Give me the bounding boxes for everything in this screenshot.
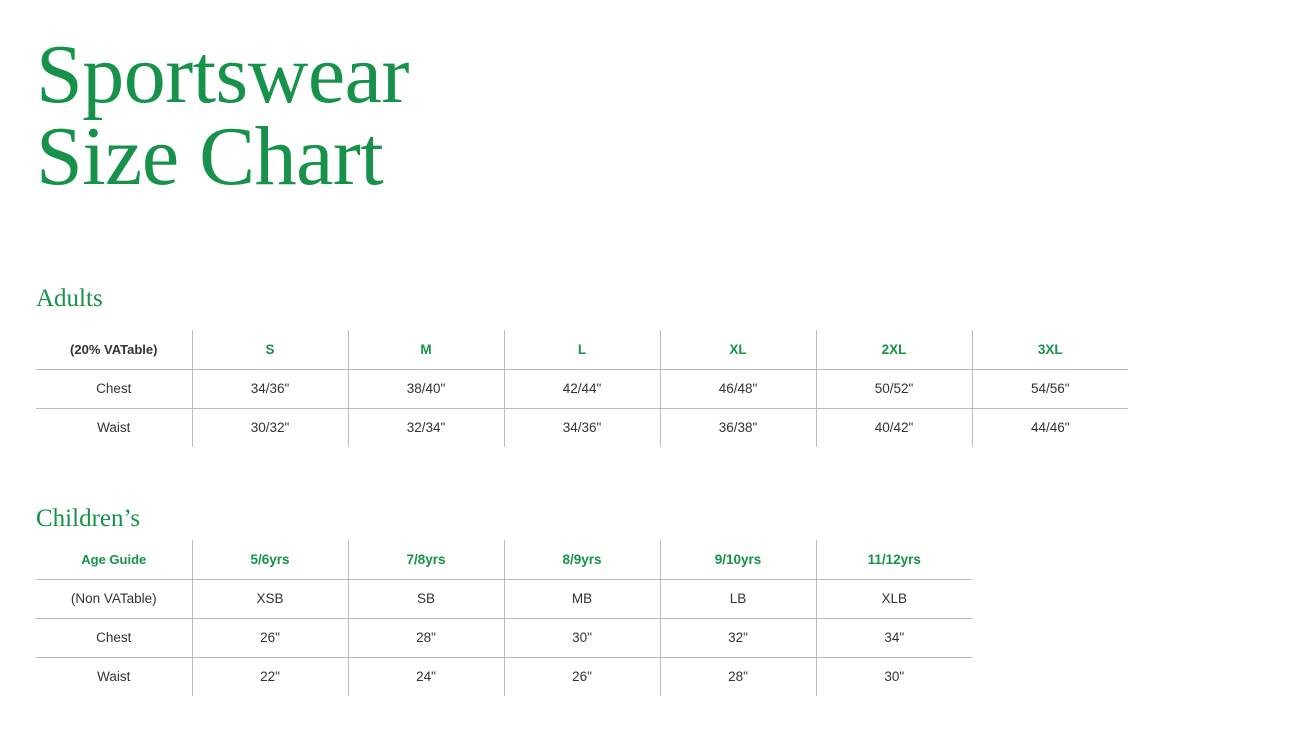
childrens-row-2-cell-3: 28" — [660, 657, 816, 696]
adults-row-0-label: Chest — [36, 369, 192, 408]
childrens-size-table — [36, 540, 972, 696]
childrens-row-1-label: Chest — [36, 618, 192, 657]
table-header-row — [36, 540, 972, 579]
childrens-col-header-4: 9/10yrs — [660, 540, 816, 579]
adults-row-1-cell-5: 44/46" — [1030, 420, 1070, 436]
adults-row-1-cell-3: 36/38" — [660, 408, 816, 447]
adults-row-0-cell-3: 46/48" — [660, 369, 816, 408]
childrens-col-header-3: 8/9yrs — [504, 540, 660, 579]
adults-col-header-2: M — [348, 330, 504, 369]
page-title-line-2: Size Chart — [36, 110, 384, 204]
table-header-row — [36, 330, 1128, 369]
adults-col-header-1: S — [192, 330, 348, 369]
table-row — [36, 369, 1128, 408]
adults-row-1-cell-1: 32/34" — [348, 408, 504, 447]
childrens-row-2-cell-0: 22" — [192, 657, 348, 696]
childrens-row-2-cell-2: 26" — [504, 657, 660, 696]
adults-col-header-3: L — [504, 330, 660, 369]
childrens-row-0-cell-0: XSB — [192, 579, 348, 618]
adults-row-0-cell-5: 54/56" — [972, 369, 1128, 408]
childrens-row-2-label: Waist — [36, 657, 192, 696]
childrens-col-header-2: 7/8yrs — [348, 540, 504, 579]
adults-row-0-cell-4: 50/52" — [816, 369, 972, 408]
adults-row-1-label: Waist — [36, 408, 192, 447]
adults-row-0-cell-2: 42/44" — [504, 369, 660, 408]
table-row — [36, 657, 972, 696]
adults-col-header-6: 3XL — [972, 330, 1128, 369]
table-row — [36, 618, 972, 657]
childrens-row-1-cell-1: 28" — [348, 618, 504, 657]
adults-size-table — [36, 330, 1128, 447]
childrens-col-header-0: Age Guide — [36, 540, 192, 579]
childrens-row-0-label: (Non VATable) — [36, 579, 192, 618]
table-row — [36, 579, 972, 618]
page-title-line-1: Sportswear — [36, 28, 409, 121]
table-row — [36, 408, 1128, 447]
adults-col-header-4: XL — [660, 330, 816, 369]
childrens-row-2-cell-1: 24" — [348, 657, 504, 696]
childrens-col-header-1: 5/6yrs — [192, 540, 348, 579]
childrens-row-1-cell-3: 32" — [660, 618, 816, 657]
adults-col-header-5: 2XL — [816, 330, 972, 369]
adults-row-1-cell-4: 40/42" — [816, 408, 972, 447]
childrens-section-heading: Children’s — [36, 505, 141, 532]
adults-row-0-cell-1: 38/40" — [348, 369, 504, 408]
childrens-row-1-cell-2: 30" — [504, 618, 660, 657]
adults-row-1-cell-0: 30/32" — [192, 408, 348, 447]
adults-row-1-cell-2: 34/36" — [504, 408, 660, 447]
childrens-row-0-cell-2: MB — [504, 579, 660, 618]
childrens-row-2-cell-4: 30" — [884, 669, 905, 685]
childrens-row-1-cell-0: 26" — [192, 618, 348, 657]
childrens-row-0-cell-4: XLB — [816, 579, 972, 618]
childrens-row-0-cell-3: LB — [660, 579, 816, 618]
adults-col-header-0: (20% VATable) — [36, 330, 192, 369]
page-title — [36, 28, 409, 204]
childrens-row-1-cell-4: 34" — [816, 618, 972, 657]
adults-section-heading: Adults — [36, 285, 103, 312]
childrens-col-header-5: 11/12yrs — [816, 540, 972, 579]
adults-row-0-cell-0: 34/36" — [192, 369, 348, 408]
childrens-row-0-cell-1: SB — [348, 579, 504, 618]
